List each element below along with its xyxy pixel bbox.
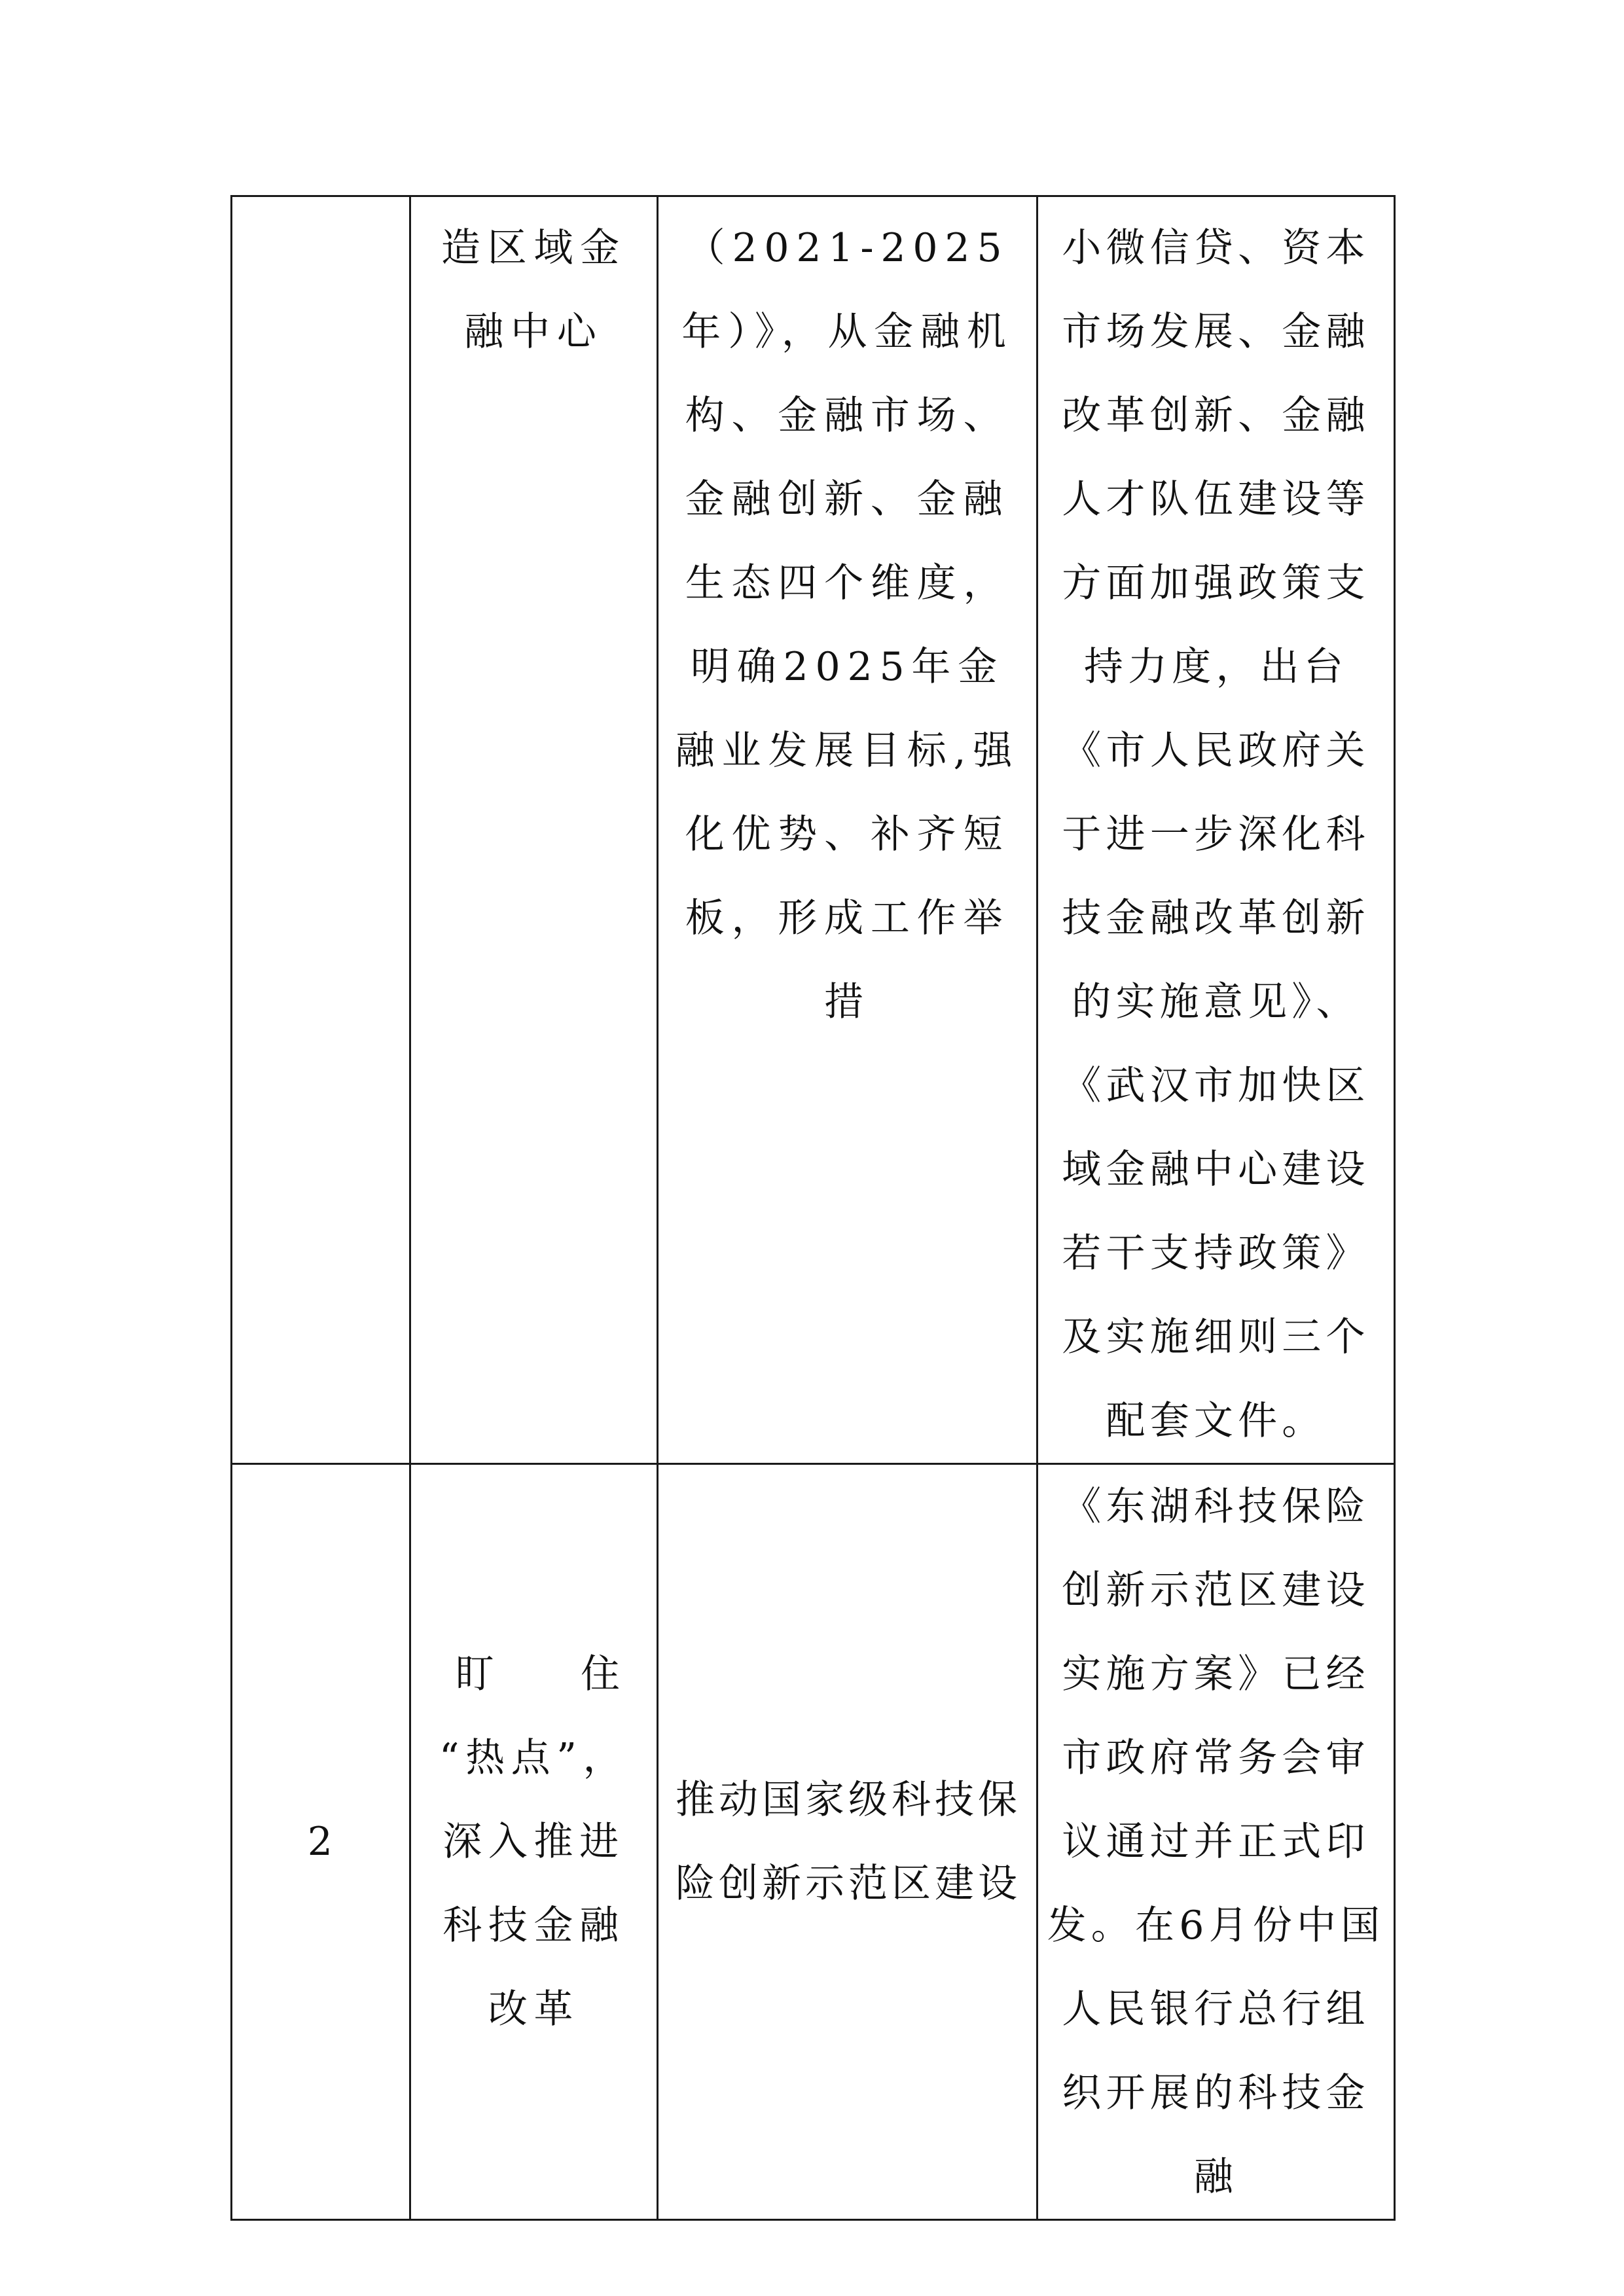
task-text	[424, 1632, 643, 2051]
row-number: 2	[307, 1819, 334, 1865]
measure-text: 推动国家级科技保险创新示范区建设	[676, 1777, 1021, 1907]
progress-cell	[1038, 196, 1395, 1464]
measure-cell	[658, 1464, 1038, 2220]
task-table	[230, 195, 1396, 2221]
measure-cell	[658, 196, 1038, 1464]
task-cell	[410, 196, 658, 1464]
task-text-line-2: “热点”，深入推进科技金融改革	[439, 1735, 629, 2032]
table-row	[232, 1464, 1395, 2220]
progress-text: 小微信贷、资本市场发展、金融改革创新、金融人才队伍建设等方面加强政策支持力度，出台《市人民政府关于进一步深化科技金融改革创新的实施意见》、《武汉市加快区域金融中心建设若干支持政策》及实施细则三个配套文件。	[1062, 225, 1370, 1444]
progress-cell	[1038, 1464, 1395, 2220]
row-number-cell	[232, 1464, 410, 2220]
table-row	[232, 196, 1395, 1464]
task-cell	[410, 1464, 658, 2220]
task-text: 造区域金融中心	[441, 225, 627, 355]
measure-text: （2021-2025年）》，从金融机构、金融市场、金融创新、金融生态四个维度，明确2025年金融业发展目标,强化优势、补齐短板，形成工作举措	[675, 225, 1020, 1025]
progress-text: 《东湖科技保险创新示范区建设实施方案》已经市政府常务会审议通过并正式印发。在6月份中国人民银行总行组织开展的科技金融	[1047, 1484, 1385, 2200]
row-number-cell	[232, 196, 410, 1464]
task-text-line-1: 盯 住	[455, 1651, 643, 1697]
